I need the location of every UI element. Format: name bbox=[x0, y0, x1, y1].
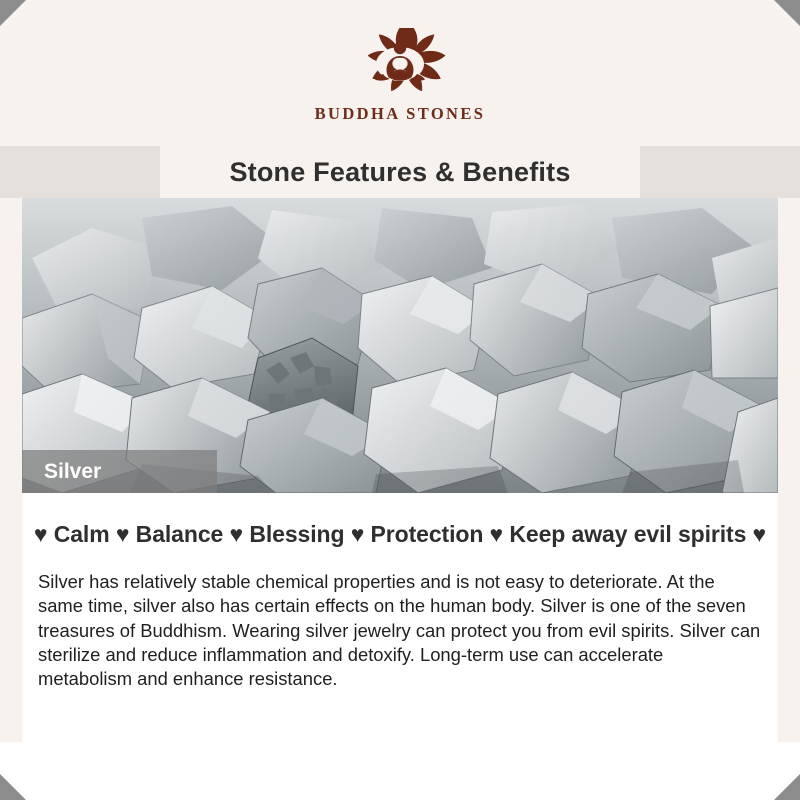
silver-ore-illustration bbox=[22, 198, 778, 493]
page-title: Stone Features & Benefits bbox=[229, 156, 571, 187]
hero-image bbox=[22, 198, 778, 493]
content-panel bbox=[22, 493, 778, 742]
corner-accent-bottom-right bbox=[774, 774, 800, 800]
lotus-meditation-icon bbox=[340, 22, 460, 100]
stone-name-text: Silver bbox=[44, 459, 102, 483]
description-text: Silver has relatively stable chemical properties and is not easy to deteriorate. At the same time, silver also has certain effects on the human body. Silver is one of the seven treasures of Buddhism. Wearing silver jewelry can protect you from evil spirits. Silver can sterilize and reduce inflammation and detoxify. Long-term use can accelerate metabolism and enhance resistance. bbox=[38, 571, 761, 690]
brand-header bbox=[0, 0, 800, 146]
title-band bbox=[0, 146, 800, 198]
brand-name: BUDDHA STONES bbox=[314, 104, 486, 123]
stone-name-badge bbox=[22, 450, 217, 493]
corner-accent-top-left bbox=[0, 0, 26, 26]
bottom-strip bbox=[0, 742, 800, 800]
corner-accent-bottom-left bbox=[0, 774, 26, 800]
benefits-line: ♥ Calm ♥ Balance ♥ Blessing ♥ Protection ♥ Keep away evil spirits ♥ bbox=[33, 521, 767, 547]
corner-accent-top-right bbox=[774, 0, 800, 26]
title-band-inner bbox=[160, 146, 640, 198]
